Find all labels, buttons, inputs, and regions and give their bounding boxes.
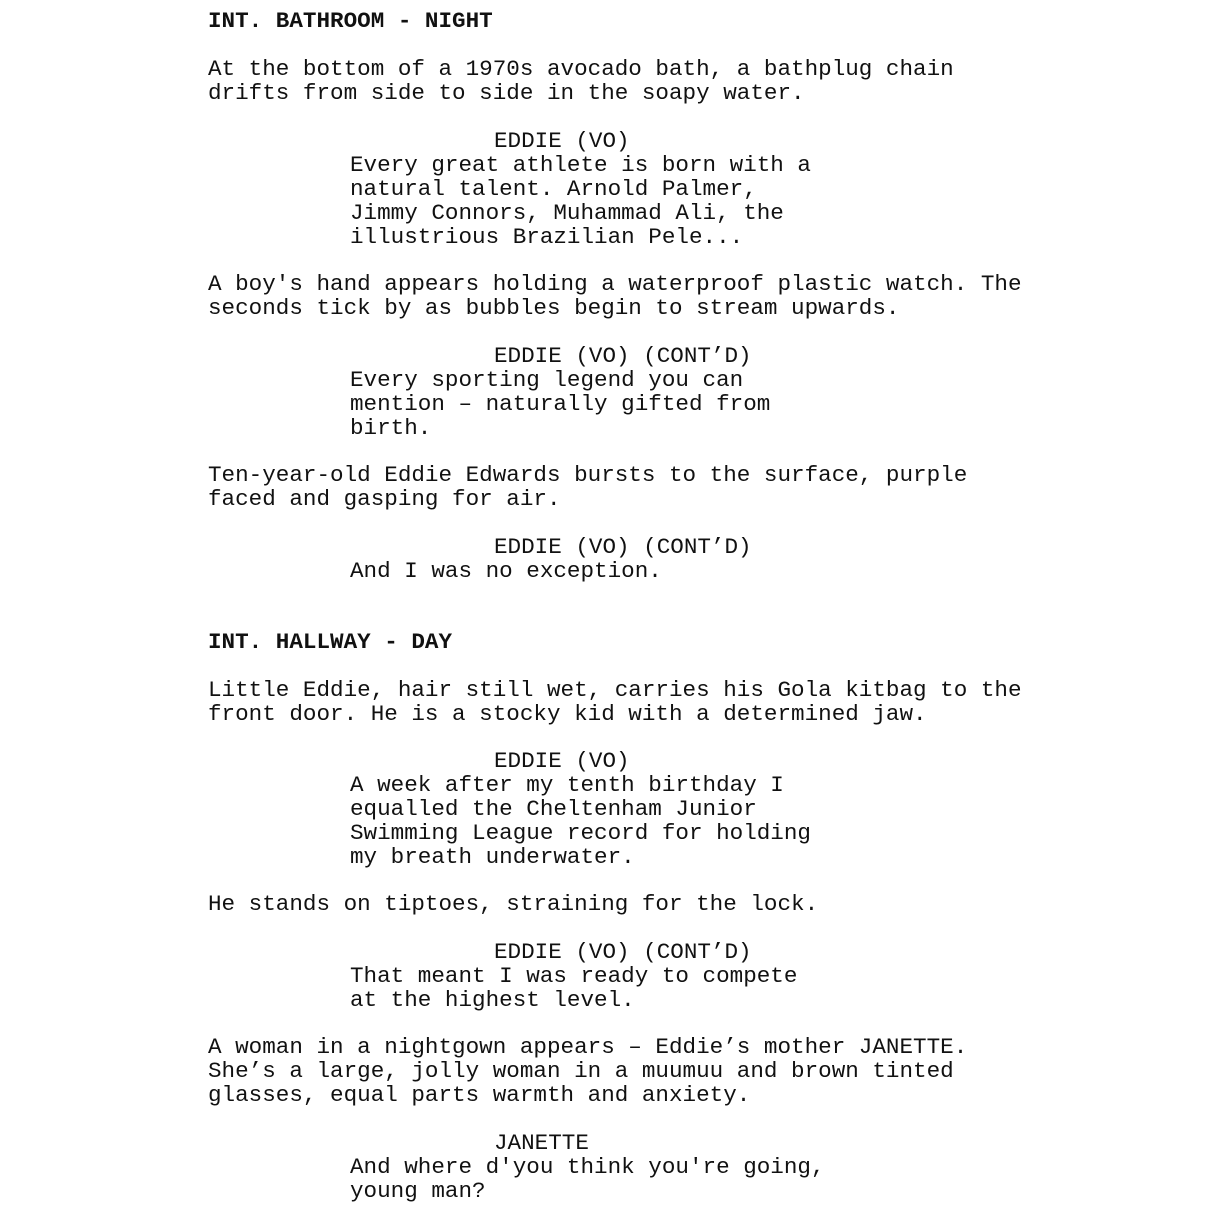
dialogue-text: Every great athlete is born with a natural talent. Arnold Palmer, Jimmy Connors, Muhammad Ali, the illustrious Brazilian Pele... (350, 152, 811, 250)
action-text: He stands on tiptoes, straining for the lock. (208, 891, 819, 917)
character-name: EDDIE (VO) (494, 748, 630, 774)
dialogue-text: And where d'you think you're going, young man? (350, 1154, 825, 1204)
action-text: Little Eddie, hair still wet, carries his Gola kitbag to the front door. He is a stocky kid with a determined jaw. (208, 677, 1022, 727)
character-name: EDDIE (VO) (CONT’D) (494, 534, 752, 560)
dialogue-text: That meant I was ready to compete at the highest level. (350, 963, 798, 1013)
action-text: At the bottom of a 1970s avocado bath, a bathplug chain drifts from side to side in the soapy water. (208, 56, 954, 106)
dialogue-text: A week after my tenth birthday I equalled the Cheltenham Junior Swimming League record for holding my breath underwater. (350, 772, 811, 870)
character-name: JANETTE (494, 1130, 589, 1156)
dialogue-text: And I was no exception. (350, 558, 662, 584)
character-name: EDDIE (VO) (CONT’D) (494, 939, 752, 965)
action-text: A boy's hand appears holding a waterproof plastic watch. The seconds tick by as bubbles begin to stream upwards. (208, 271, 1022, 321)
character-name: EDDIE (VO) (CONT’D) (494, 343, 752, 369)
scene-heading: INT. BATHROOM - NIGHT (208, 8, 493, 34)
action-text: A woman in a nightgown appears – Eddie’s mother JANETTE. She’s a large, jolly woman in a muumuu and brown tinted glasses, equal parts warmth and anxiety. (208, 1034, 968, 1108)
action-text: Ten-year-old Eddie Edwards bursts to the surface, purple faced and gasping for air. (208, 462, 968, 512)
character-name: EDDIE (VO) (494, 128, 630, 154)
scene-heading: INT. HALLWAY - DAY (208, 629, 453, 655)
dialogue-text: Every sporting legend you can mention – naturally gifted from birth. (350, 367, 771, 441)
